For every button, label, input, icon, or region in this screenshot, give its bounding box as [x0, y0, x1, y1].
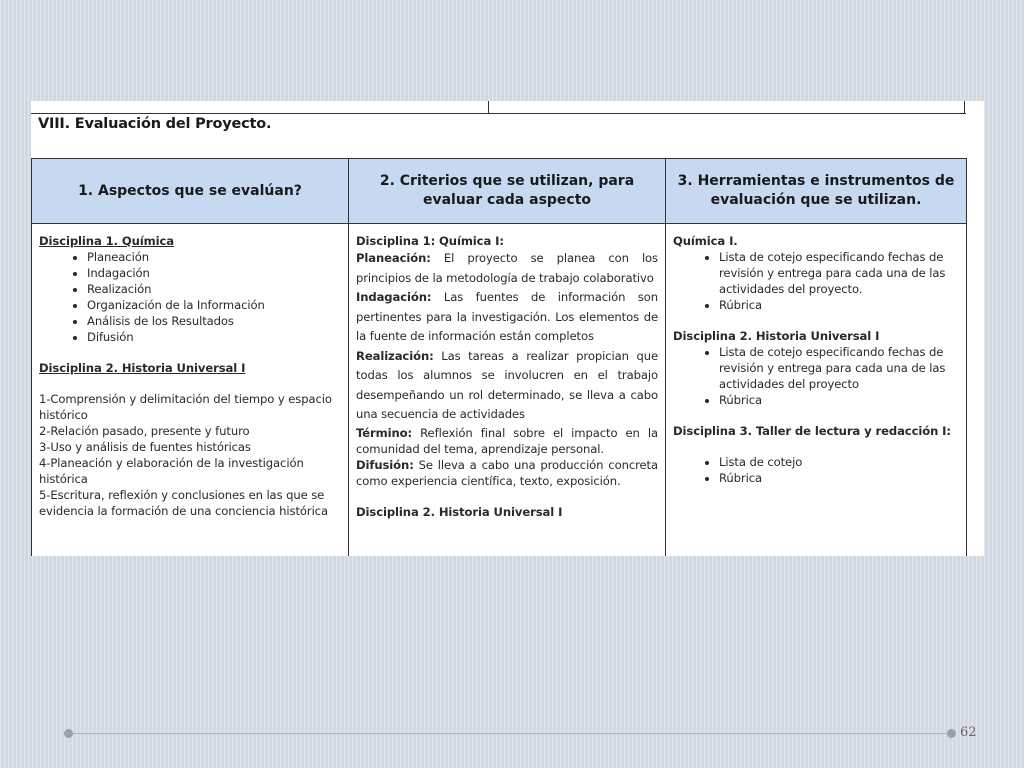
- aspect-list: [39, 249, 341, 345]
- list-item: 1-Comprensión y delimitación del tiempo y espacio histórico: [39, 392, 332, 422]
- header-herramientas: 3. Herramientas e instrumentos de evaluación que se utilizan.: [666, 158, 967, 224]
- list-item: • Rúbrica: [719, 297, 959, 313]
- top-table-strip: [31, 101, 966, 114]
- list-item: 4-Planeación y elaboración de la investigación histórica: [39, 456, 304, 486]
- list-item: • Planeación: [87, 249, 341, 265]
- footer-left-dot: [64, 729, 73, 738]
- page-number: 62: [960, 725, 977, 740]
- evaluation-table: [31, 158, 967, 556]
- criterion: Realización: Las tareas a realizar propician que todas los alumnos se involucren en el trabajo desempeñando un rol determinado, se lleva a cabo una secuencia de actividades: [356, 348, 658, 421]
- list-item: 2-Relación pasado, presente y futuro: [39, 424, 250, 438]
- header-criterios: 2. Criterios que se utilizan, para evaluar cada aspecto: [349, 158, 666, 224]
- discipline-title: Disciplina 2. Historia Universal I: [356, 504, 563, 519]
- list-item: • Rúbrica: [719, 392, 959, 408]
- column-criterios: [349, 224, 666, 556]
- tool-list: [673, 249, 959, 313]
- discipline-title: Disciplina 2. Historia Universal I: [673, 329, 880, 343]
- discipline-title: Química I.: [673, 234, 738, 248]
- list-item: 3-Uso y análisis de fuentes históricas: [39, 440, 251, 454]
- criterion: Término: Reflexión final sobre el impacto en la comunidad del tema, aprendizaje personal.: [356, 425, 658, 456]
- tool-list: [673, 454, 959, 486]
- discipline-title: Disciplina 3. Taller de lectura y redacción I:: [673, 424, 951, 438]
- list-item: • Rúbrica: [719, 470, 959, 486]
- column-aspectos: [32, 224, 349, 556]
- list-item: • Lista de cotejo: [719, 454, 959, 470]
- list-item: • Indagación: [87, 265, 341, 281]
- discipline-title: Disciplina 2. Historia Universal I: [39, 361, 246, 375]
- document-image: [31, 101, 984, 556]
- header-aspectos: 1. Aspectos que se evalúan?: [32, 158, 349, 224]
- list-item: • Lista de cotejo especificando fechas de revisión y entrega para cada una de las actividades del proyecto: [719, 344, 959, 392]
- discipline-title: Disciplina 1: Química I:: [356, 234, 504, 248]
- list-item: • Organización de la Información: [87, 297, 341, 313]
- list-item: • Lista de cotejo especificando fechas de revisión y entrega para cada una de las actividades del proyecto.: [719, 249, 959, 297]
- criterion: Indagación: Las fuentes de información son pertinentes para la investigación. Los elementos de la fuente de información están completos: [356, 290, 658, 343]
- footer-right-dot: [947, 729, 956, 738]
- list-item: • Difusión: [87, 329, 341, 345]
- list-item: • Realización: [87, 281, 341, 297]
- list-item: 5-Escritura, reflexión y conclusiones en las que se evidencia la formación de una conciencia histórica: [39, 488, 328, 518]
- criterion: Difusión: Se lleva a cabo una producción concreta como experiencia científica, texto, exposición.: [356, 457, 658, 488]
- footer-line: [73, 733, 947, 734]
- column-herramientas: [666, 224, 967, 556]
- criterion: Planeación: El proyecto se planea con los principios de la metodología de trabajo colaborativo: [356, 251, 658, 285]
- list-item: • Análisis de los Resultados: [87, 313, 341, 329]
- tool-list: [673, 344, 959, 408]
- section-title: VIII. Evaluación del Proyecto.: [38, 116, 272, 132]
- discipline-title: Disciplina 1. Química: [39, 234, 174, 248]
